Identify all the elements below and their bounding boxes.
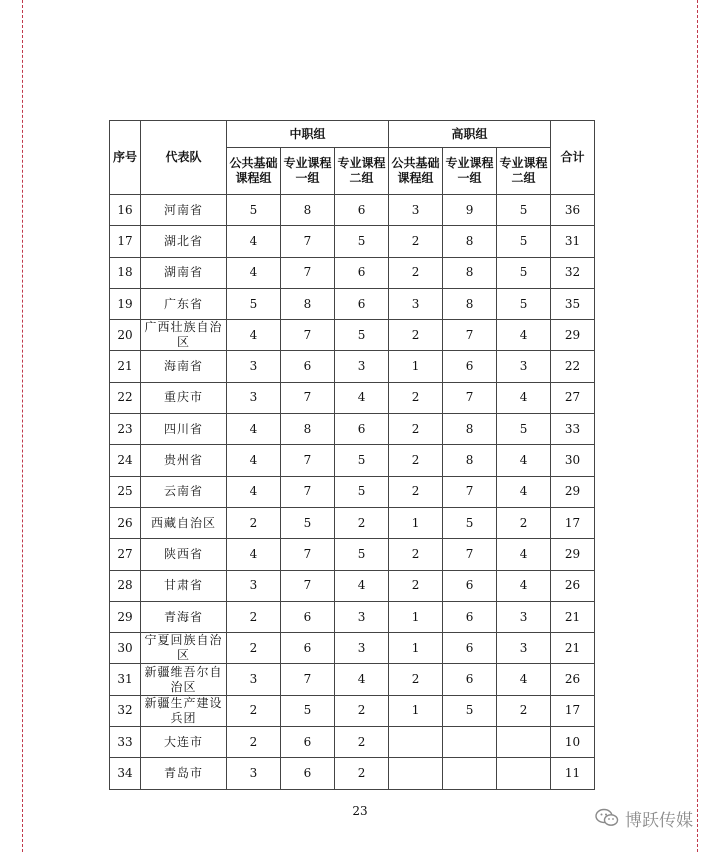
row-value: 6 [443, 570, 497, 601]
row-value: 2 [335, 758, 389, 789]
row-value: 5 [335, 320, 389, 351]
row-seq: 28 [110, 570, 141, 601]
row-total: 21 [551, 633, 595, 664]
row-seq: 19 [110, 288, 141, 319]
row-value: 2 [389, 664, 443, 695]
row-seq: 16 [110, 195, 141, 226]
row-value: 4 [497, 320, 551, 351]
header-higher-group: 高职组 [389, 121, 551, 148]
row-value: 2 [227, 601, 281, 632]
row-value: 5 [335, 226, 389, 257]
row-value: 5 [443, 695, 497, 726]
row-total: 33 [551, 414, 595, 445]
table-row [110, 445, 595, 476]
row-seq: 26 [110, 507, 141, 538]
subheader: 专业课程一组 [443, 148, 497, 195]
row-value: 8 [443, 445, 497, 476]
row-team: 广东省 [141, 288, 227, 319]
row-seq: 18 [110, 257, 141, 288]
row-value: 5 [497, 414, 551, 445]
row-team: 河南省 [141, 195, 227, 226]
row-value: 4 [335, 382, 389, 413]
row-value: 2 [389, 382, 443, 413]
row-value: 7 [281, 382, 335, 413]
row-team: 海南省 [141, 351, 227, 382]
row-value: 1 [389, 695, 443, 726]
row-value: 5 [281, 695, 335, 726]
table-row [110, 539, 595, 570]
row-value: 5 [497, 195, 551, 226]
row-team: 西藏自治区 [141, 507, 227, 538]
page-number: 23 [352, 804, 368, 818]
subheader: 公共基础课程组 [227, 148, 281, 195]
row-value: 6 [281, 633, 335, 664]
row-team: 青岛市 [141, 758, 227, 789]
row-value: 5 [227, 195, 281, 226]
row-value: 6 [281, 601, 335, 632]
table-row [110, 601, 595, 632]
row-value: 4 [497, 445, 551, 476]
table-row [110, 257, 595, 288]
row-total: 17 [551, 695, 595, 726]
row-team: 重庆市 [141, 382, 227, 413]
row-value [443, 758, 497, 789]
subheader: 公共基础课程组 [389, 148, 443, 195]
row-total: 35 [551, 288, 595, 319]
header-total: 合计 [551, 121, 595, 195]
row-total: 29 [551, 476, 595, 507]
row-value: 4 [227, 414, 281, 445]
row-total: 30 [551, 445, 595, 476]
row-value: 8 [443, 257, 497, 288]
row-total: 32 [551, 257, 595, 288]
row-value: 4 [497, 664, 551, 695]
row-value: 2 [227, 507, 281, 538]
row-value: 2 [389, 570, 443, 601]
row-value: 2 [335, 507, 389, 538]
row-value: 2 [389, 539, 443, 570]
table-row [110, 195, 595, 226]
row-team: 新疆生产建设兵团 [141, 695, 227, 726]
row-value: 2 [227, 727, 281, 758]
row-value: 7 [443, 476, 497, 507]
row-value: 2 [497, 695, 551, 726]
header-secondary-group: 中职组 [227, 121, 389, 148]
row-value: 4 [227, 445, 281, 476]
row-value: 9 [443, 195, 497, 226]
table-row [110, 382, 595, 413]
row-value [497, 727, 551, 758]
row-value [389, 758, 443, 789]
row-value: 2 [335, 695, 389, 726]
row-team: 宁夏回族自治区 [141, 633, 227, 664]
row-value: 8 [443, 288, 497, 319]
table-row [110, 758, 595, 789]
row-value: 7 [281, 226, 335, 257]
row-value: 6 [281, 351, 335, 382]
row-value: 3 [227, 351, 281, 382]
row-total: 26 [551, 664, 595, 695]
row-value: 2 [389, 414, 443, 445]
row-seq: 22 [110, 382, 141, 413]
table-row [110, 288, 595, 319]
row-value: 2 [389, 257, 443, 288]
row-value: 2 [389, 320, 443, 351]
subheader: 专业课程二组 [497, 148, 551, 195]
row-value: 3 [227, 382, 281, 413]
table-body [110, 195, 595, 790]
row-total: 27 [551, 382, 595, 413]
table-row [110, 414, 595, 445]
row-value: 3 [335, 351, 389, 382]
row-value: 2 [389, 476, 443, 507]
row-value: 2 [227, 633, 281, 664]
row-value: 8 [443, 414, 497, 445]
row-seq: 25 [110, 476, 141, 507]
table-row [110, 695, 595, 726]
row-seq: 29 [110, 601, 141, 632]
row-team: 云南省 [141, 476, 227, 507]
row-value: 2 [497, 507, 551, 538]
row-team: 甘肃省 [141, 570, 227, 601]
row-value: 8 [281, 414, 335, 445]
row-seq: 17 [110, 226, 141, 257]
row-team: 四川省 [141, 414, 227, 445]
row-value [389, 727, 443, 758]
row-value: 1 [389, 601, 443, 632]
row-value: 3 [389, 195, 443, 226]
row-team: 新疆维吾尔自治区 [141, 664, 227, 695]
header-team: 代表队 [141, 121, 227, 195]
row-value: 4 [497, 570, 551, 601]
row-value [443, 727, 497, 758]
row-total: 29 [551, 320, 595, 351]
row-value: 4 [227, 539, 281, 570]
row-seq: 27 [110, 539, 141, 570]
row-value: 3 [227, 664, 281, 695]
row-value: 3 [497, 601, 551, 632]
table-row [110, 351, 595, 382]
row-team: 湖北省 [141, 226, 227, 257]
row-value: 7 [281, 476, 335, 507]
row-value: 3 [227, 570, 281, 601]
row-total: 31 [551, 226, 595, 257]
row-value: 5 [497, 288, 551, 319]
row-value: 7 [281, 570, 335, 601]
row-value: 8 [281, 195, 335, 226]
row-value: 2 [335, 727, 389, 758]
row-team: 广西壮族自治区 [141, 320, 227, 351]
row-value: 7 [281, 445, 335, 476]
row-value: 3 [497, 633, 551, 664]
row-value: 7 [281, 257, 335, 288]
row-value: 4 [227, 257, 281, 288]
row-value: 6 [335, 414, 389, 445]
row-value: 2 [227, 695, 281, 726]
row-value: 7 [281, 320, 335, 351]
row-total: 21 [551, 601, 595, 632]
row-value: 7 [281, 664, 335, 695]
row-value: 5 [335, 539, 389, 570]
row-value: 1 [389, 507, 443, 538]
row-total: 26 [551, 570, 595, 601]
table-row [110, 320, 595, 351]
row-seq: 21 [110, 351, 141, 382]
row-value: 4 [227, 226, 281, 257]
row-value: 4 [497, 476, 551, 507]
header-seq: 序号 [110, 121, 141, 195]
row-value: 5 [227, 288, 281, 319]
row-value: 7 [443, 320, 497, 351]
row-seq: 33 [110, 727, 141, 758]
row-value: 5 [335, 476, 389, 507]
row-team: 贵州省 [141, 445, 227, 476]
row-value: 3 [227, 758, 281, 789]
table-row [110, 727, 595, 758]
table-row [110, 226, 595, 257]
row-value: 6 [281, 727, 335, 758]
row-value: 2 [389, 445, 443, 476]
row-total: 17 [551, 507, 595, 538]
row-team: 湖南省 [141, 257, 227, 288]
row-seq: 23 [110, 414, 141, 445]
row-value: 3 [497, 351, 551, 382]
subheader: 专业课程二组 [335, 148, 389, 195]
table-row [110, 664, 595, 695]
watermark-text: 博跃传媒 [625, 810, 693, 831]
row-total: 22 [551, 351, 595, 382]
row-value: 4 [335, 570, 389, 601]
row-value: 3 [335, 601, 389, 632]
row-value: 6 [335, 288, 389, 319]
row-seq: 20 [110, 320, 141, 351]
row-value: 8 [443, 226, 497, 257]
row-value: 7 [443, 539, 497, 570]
row-total: 29 [551, 539, 595, 570]
row-total: 11 [551, 758, 595, 789]
row-value: 6 [335, 195, 389, 226]
row-value: 7 [281, 539, 335, 570]
row-value: 1 [389, 351, 443, 382]
row-value: 5 [281, 507, 335, 538]
row-value: 6 [443, 351, 497, 382]
team-quota-table [109, 120, 595, 790]
row-value: 3 [335, 633, 389, 664]
row-team: 大连市 [141, 727, 227, 758]
row-value: 6 [281, 758, 335, 789]
row-value: 3 [389, 288, 443, 319]
row-total: 10 [551, 727, 595, 758]
row-team: 青海省 [141, 601, 227, 632]
row-value: 4 [497, 539, 551, 570]
row-value: 7 [443, 382, 497, 413]
row-value: 6 [335, 257, 389, 288]
row-seq: 34 [110, 758, 141, 789]
row-value: 4 [335, 664, 389, 695]
row-value: 4 [227, 320, 281, 351]
row-value: 8 [281, 288, 335, 319]
row-seq: 24 [110, 445, 141, 476]
row-value: 6 [443, 633, 497, 664]
row-value: 2 [389, 226, 443, 257]
row-seq: 32 [110, 695, 141, 726]
row-seq: 30 [110, 633, 141, 664]
row-value: 5 [443, 507, 497, 538]
row-total: 36 [551, 195, 595, 226]
row-value [497, 758, 551, 789]
row-value: 5 [497, 226, 551, 257]
row-value: 5 [335, 445, 389, 476]
row-team: 陕西省 [141, 539, 227, 570]
wechat-icon [595, 808, 619, 828]
table-row [110, 507, 595, 538]
subheader: 专业课程一组 [281, 148, 335, 195]
watermark [595, 806, 693, 830]
right-margin-line [697, 0, 698, 852]
table-row [110, 570, 595, 601]
row-value: 1 [389, 633, 443, 664]
row-value: 6 [443, 601, 497, 632]
row-seq: 31 [110, 664, 141, 695]
table-row [110, 633, 595, 664]
row-value: 4 [497, 382, 551, 413]
row-value: 4 [227, 476, 281, 507]
row-value: 6 [443, 664, 497, 695]
row-value: 5 [497, 257, 551, 288]
table-row [110, 476, 595, 507]
left-margin-line [22, 0, 23, 852]
